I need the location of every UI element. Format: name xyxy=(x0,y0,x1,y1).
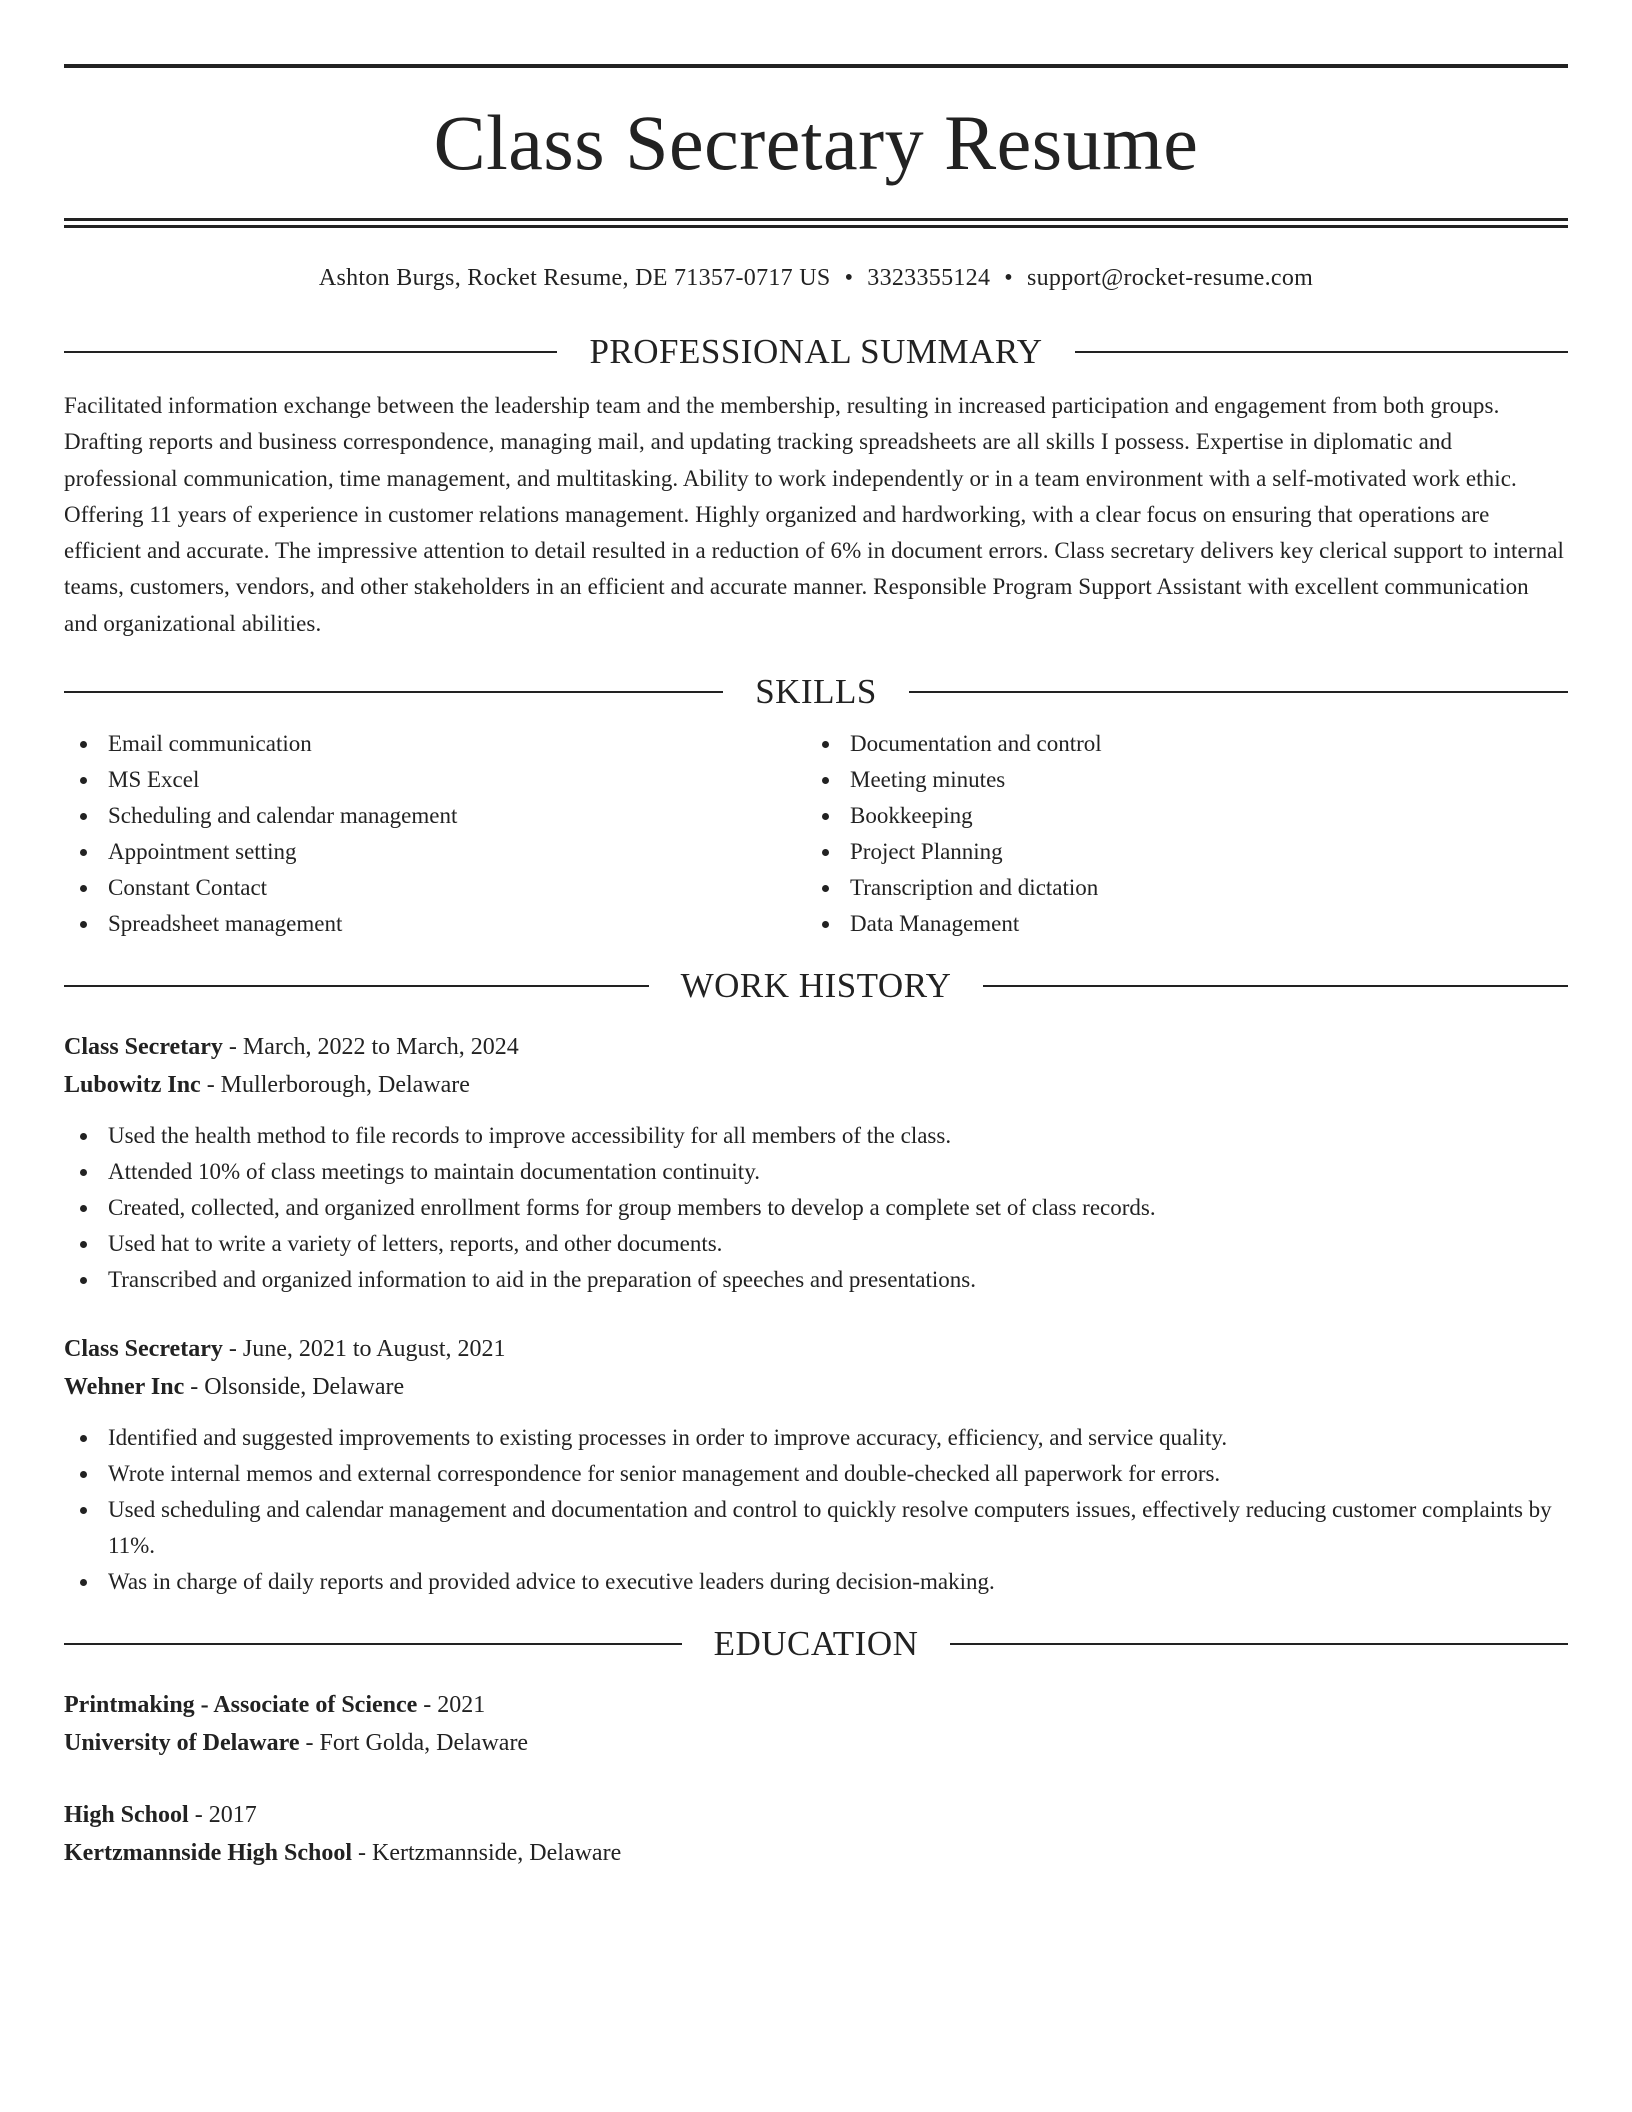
skills-column-left xyxy=(64,726,806,942)
education-school: University of Delaware xyxy=(64,1730,300,1757)
skills-heading-label: SKILLS xyxy=(755,672,877,712)
job-bullet: Was in charge of daily reports and provided advice to executive leaders during decision-making. xyxy=(64,1564,1568,1600)
skill-item: Meeting minutes xyxy=(806,762,1548,798)
contact-separator: • xyxy=(844,265,854,291)
education-school: Kertzmannside High School xyxy=(64,1840,353,1867)
job-bullet: Used the health method to file records to improve accessibility for all members of the class. xyxy=(64,1118,1568,1154)
summary-text: Facilitated information exchange between the leadership team and the membership, resulting in increased participation and engagement from both groups. Drafting reports and business correspondence, managing mail, and updating tracking spreadsheets are all skills I possess. Expertise in diplomatic and professional communication, time management, and multitasking. Ability to work independently or in a team environment with a self-motivated work ethic. Offering 11 years of experience in customer relations management. Highly organized and hardworking, with a clear focus on ensuring that operations are efficient and accurate. The impressive attention to detail resulted in a reduction of 6% in document errors. Class secretary delivers key clerical support to internal teams, customers, vendors, and other stakeholders in an efficient and accurate manner. Responsible Program Support Assistant with excellent communication and organizational abilities. xyxy=(64,393,1564,636)
education-heading-label: EDUCATION xyxy=(713,1624,919,1664)
contact-separator: • xyxy=(1004,265,1013,291)
heading-rule-left xyxy=(64,1643,682,1645)
heading-rule-left xyxy=(64,351,557,353)
resume-page xyxy=(64,64,1568,1872)
job-bullet: Attended 10% of class meetings to maintain documentation continuity. xyxy=(64,1154,1568,1190)
education-entry xyxy=(64,1796,1568,1872)
job-bullet: Used hat to write a variety of letters, reports, and other documents. xyxy=(64,1226,1568,1262)
heading-rule-left xyxy=(64,985,649,987)
summary-heading-label: PROFESSIONAL SUMMARY xyxy=(589,332,1043,371)
skill-item: Scheduling and calendar management xyxy=(64,798,806,834)
job-company: Wehner Inc xyxy=(64,1374,185,1401)
education-location: - Fort Golda, Delaware xyxy=(299,1730,529,1757)
skill-item: Email communication xyxy=(64,726,806,762)
job-dates: - June, 2021 to August, 2021 xyxy=(222,1336,506,1363)
job-title: Class Secretary xyxy=(64,1034,223,1061)
education-entry xyxy=(64,1686,1568,1762)
skill-item: Project Planning xyxy=(806,834,1548,870)
job-company: Lubowitz Inc xyxy=(64,1072,201,1099)
education-degree-line xyxy=(64,1796,1568,1834)
job-entry xyxy=(64,1330,1568,1600)
job-bullets xyxy=(64,1420,1568,1600)
heading-rule-right xyxy=(983,985,1568,987)
job-location: - Olsonside, Delaware xyxy=(184,1374,405,1401)
education-school-line xyxy=(64,1724,1568,1762)
education-degree: Printmaking - Associate of Science xyxy=(64,1692,418,1719)
skill-item: Data Management xyxy=(806,906,1548,942)
summary-section-heading xyxy=(64,332,1568,372)
top-rule xyxy=(64,64,1568,68)
work-heading-label: WORK HISTORY xyxy=(680,966,952,1006)
skill-item: MS Excel xyxy=(64,762,806,798)
skill-item: Spreadsheet management xyxy=(64,906,806,942)
job-entry xyxy=(64,1028,1568,1298)
skills-list xyxy=(64,726,1568,942)
job-location: - Mullerborough, Delaware xyxy=(200,1072,470,1099)
contact-line xyxy=(64,262,1568,294)
heading-rule-right xyxy=(950,1643,1568,1645)
job-bullets xyxy=(64,1118,1568,1298)
skill-item: Documentation and control xyxy=(806,726,1548,762)
job-bullet: Created, collected, and organized enrollment forms for group members to develop a complete set of class records. xyxy=(64,1190,1568,1226)
education-location: - Kertzmannside, Delaware xyxy=(352,1840,622,1867)
education-section-heading xyxy=(64,1624,1568,1664)
education-year: - 2021 xyxy=(417,1692,486,1719)
job-company-line xyxy=(64,1066,1568,1104)
skills-section-heading xyxy=(64,672,1568,712)
skill-item: Constant Contact xyxy=(64,870,806,906)
education-degree-line xyxy=(64,1686,1568,1724)
contact-address: Ashton Burgs, Rocket Resume, DE 71357-0717 US xyxy=(318,265,831,291)
skill-item: Bookkeeping xyxy=(806,798,1548,834)
page-title: Class Secretary Resume xyxy=(433,99,1199,186)
title-double-rule xyxy=(64,218,1568,228)
job-dates: - March, 2022 to March, 2024 xyxy=(222,1034,519,1061)
job-bullet: Transcribed and organized information to aid in the preparation of speeches and presentations. xyxy=(64,1262,1568,1298)
skills-column-right xyxy=(806,726,1548,942)
contact-phone: 3323355124 xyxy=(867,265,991,291)
job-bullet: Used scheduling and calendar management and documentation and control to quickly resolve computers issues, effectively reducing customer complaints by 11%. xyxy=(64,1492,1568,1564)
job-title: Class Secretary xyxy=(64,1336,223,1363)
job-company-line xyxy=(64,1368,1568,1406)
work-section-heading xyxy=(64,966,1568,1006)
skill-item: Appointment setting xyxy=(64,834,806,870)
job-bullet: Wrote internal memos and external correspondence for senior management and double-checked all paperwork for errors. xyxy=(64,1456,1568,1492)
heading-rule-right xyxy=(1075,351,1568,353)
education-year: - 2017 xyxy=(188,1802,257,1829)
education-degree: High School xyxy=(64,1802,189,1829)
job-title-line xyxy=(64,1330,1568,1368)
skill-item: Transcription and dictation xyxy=(806,870,1548,906)
job-bullet: Identified and suggested improvements to existing processes in order to improve accuracy, efficiency, and service quality. xyxy=(64,1420,1568,1456)
contact-email: support@rocket-resume.com xyxy=(1026,265,1314,291)
heading-rule-left xyxy=(64,691,723,693)
heading-rule-right xyxy=(909,691,1568,693)
job-title-line xyxy=(64,1028,1568,1066)
education-school-line xyxy=(64,1834,1568,1872)
